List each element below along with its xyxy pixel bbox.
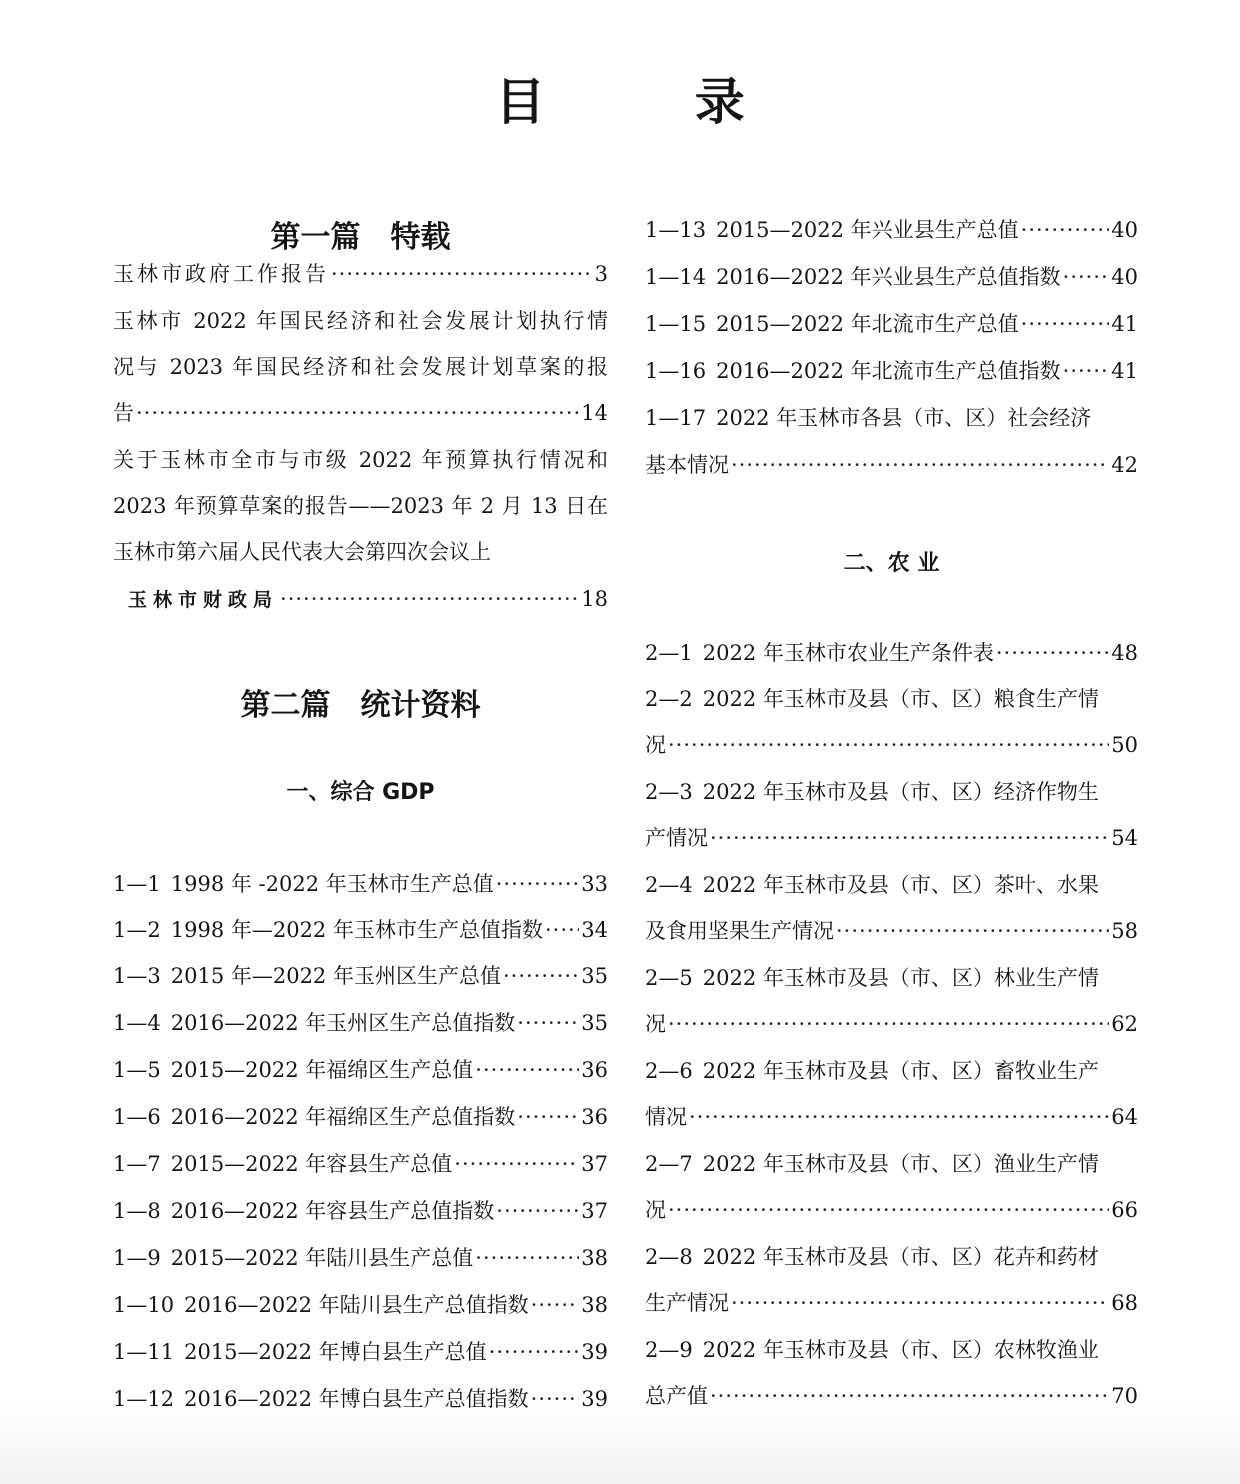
leader-dots	[731, 451, 1109, 479]
toc-entry-line[interactable]: 玉林市第六届人民代表大会第四次会议上	[113, 540, 491, 564]
toc-entry[interactable]: 1—11 2015—2022 年博白县生产总值 ····· 39	[113, 1338, 608, 1366]
leader-dots	[731, 1289, 1109, 1317]
toc-entry-line[interactable]: 关于玉林市全市与市级 2022 年预算执行情况和	[113, 448, 608, 472]
toc-entry[interactable]: 1—5 2015—2022 年福绵区生产总值 ····· 36	[113, 1056, 608, 1084]
leader-dots	[454, 1150, 579, 1178]
toc-entry-cont[interactable]: 情况 ····· 64	[645, 1103, 1138, 1131]
toc-entry[interactable]: 1—7 2015—2022 年容县生产总值 ····· 37	[113, 1150, 608, 1178]
toc-entry[interactable]: 2—4 2022 年玉林市及县（市、区）茶叶、水果	[645, 873, 1099, 897]
toc-entry[interactable]: 1—16 2016—2022 年北流市生产总值指数 ····· 41	[645, 357, 1138, 385]
toc-entry-cont[interactable]: 况 ····· 50	[645, 731, 1138, 759]
page-number: 36	[581, 1058, 608, 1082]
toc-entry-line[interactable]: 2023 年预算草案的报告——2023 年 2 月 13 日在	[113, 494, 608, 518]
toc-entry[interactable]: 1—3 2015 年—2022 年玉州区生产总值 ····· 35	[113, 962, 608, 990]
section-title-gdp: 一、综合 GDP	[286, 780, 435, 805]
toc-entry[interactable]: 1—2 1998 年—2022 年玉林市生产总值指数 ····· 34	[113, 916, 608, 944]
toc-entry[interactable]: 1—9 2015—2022 年陆川县生产总值 ····· 38	[113, 1244, 608, 1272]
toc-entry-line[interactable]: 玉林市 2022 年国民经济和社会发展计划执行情	[113, 309, 608, 333]
leader-dots	[710, 1382, 1109, 1410]
leader-dots	[280, 585, 579, 613]
page-number: 42	[1111, 453, 1138, 477]
page-number: 48	[1111, 641, 1138, 665]
leader-dots	[836, 917, 1109, 945]
page-number: 41	[1111, 359, 1138, 383]
leader-dots	[1063, 357, 1110, 385]
leader-dots	[545, 916, 579, 944]
leader-dots	[531, 1291, 580, 1319]
leader-dots	[496, 870, 580, 898]
toc-entry-cont[interactable]: 及食用坚果生产情况 ····· 58	[645, 917, 1138, 945]
page-number: 3	[594, 262, 608, 286]
page-number: 38	[581, 1246, 608, 1270]
toc-entry-line[interactable]: 况与 2023 年国民经济和社会发展计划草案的报	[113, 355, 608, 379]
leader-dots	[136, 399, 579, 427]
leader-dots	[475, 1056, 579, 1084]
page-number: 37	[581, 1199, 608, 1223]
page-title: 目 录	[495, 73, 811, 131]
page-number: 70	[1111, 1384, 1138, 1408]
page-number: 50	[1111, 733, 1138, 757]
toc-entry[interactable]: 2—9 2022 年玉林市及县（市、区）农林牧渔业	[645, 1338, 1099, 1362]
page-number: 68	[1111, 1291, 1138, 1315]
toc-entry[interactable]: 1—6 2016—2022 年福绵区生产总值指数 ····· 36	[113, 1103, 608, 1131]
toc-entry-cont[interactable]: 况 ····· 62	[645, 1010, 1138, 1038]
toc-entry-cont[interactable]: 生产情况 ····· 68	[645, 1289, 1138, 1317]
page-number: 66	[1111, 1198, 1138, 1222]
leader-dots	[503, 962, 579, 990]
toc-entry[interactable]: 1—13 2015—2022 年兴业县生产总值 ····· 40	[645, 216, 1138, 244]
leader-dots	[475, 1244, 579, 1272]
page-number: 58	[1111, 919, 1138, 943]
toc-entry[interactable]: 1—1 1998 年 -2022 年玉林市生产总值 ····· 33	[113, 870, 608, 898]
toc-entry[interactable]: 2—8 2022 年玉林市及县（市、区）花卉和药材	[645, 1245, 1099, 1269]
page-number: 38	[581, 1293, 608, 1317]
part1-title: 第一篇 特载	[270, 220, 451, 255]
leader-dots	[517, 1103, 579, 1131]
toc-entry[interactable]: 1—10 2016—2022 年陆川县生产总值指数 ····· 38	[113, 1291, 608, 1319]
page-number: 35	[581, 1011, 608, 1035]
page-number: 18	[581, 587, 608, 611]
leader-dots	[1021, 310, 1110, 338]
page-number: 40	[1111, 218, 1138, 242]
toc-entry[interactable]: 1—15 2015—2022 年北流市生产总值 ····· 41	[645, 310, 1138, 338]
toc-entry[interactable]: 告 ····· 14	[113, 399, 608, 427]
toc-entry[interactable]: 2—6 2022 年玉林市及县（市、区）畜牧业生产	[645, 1059, 1099, 1083]
page-number: 41	[1111, 312, 1138, 336]
section-title-agriculture: 二、农 业	[843, 551, 940, 576]
leader-dots	[1021, 216, 1110, 244]
toc-entry[interactable]: 2—2 2022 年玉林市及县（市、区）粮食生产情	[645, 687, 1099, 711]
toc-entry[interactable]: 1—12 2016—2022 年博白县生产总值指数 ····· 39	[113, 1385, 608, 1413]
leader-dots	[996, 639, 1109, 667]
toc-entry[interactable]: 2—7 2022 年玉林市及县（市、区）渔业生产情	[645, 1152, 1099, 1176]
leader-dots	[668, 731, 1109, 759]
part2-title: 第二篇 统计资料	[240, 688, 481, 723]
leader-dots	[1063, 263, 1110, 291]
toc-entry[interactable]: 2—3 2022 年玉林市及县（市、区）经济作物生	[645, 780, 1099, 804]
page-number: 39	[581, 1387, 608, 1411]
leader-dots	[689, 1103, 1109, 1131]
page-number: 54	[1111, 826, 1138, 850]
toc-entry[interactable]: 1—8 2016—2022 年容县生产总值指数 ····· 37	[113, 1197, 608, 1225]
leader-dots	[668, 1196, 1109, 1224]
toc-entry[interactable]: 1—17 2022 年玉林市各县（市、区）社会经济	[645, 406, 1092, 430]
page-number: 14	[581, 401, 608, 425]
toc-entry[interactable]: 玉林市财政局 ····· 18	[128, 585, 608, 613]
leader-dots	[531, 1385, 580, 1413]
page-number: 35	[581, 964, 608, 988]
toc-entry[interactable]: 玉林市政府工作报告 ····· 3	[113, 260, 608, 288]
toc-entry[interactable]: 1—14 2016—2022 年兴业县生产总值指数 ····· 40	[645, 263, 1138, 291]
leader-dots	[517, 1009, 579, 1037]
leader-dots	[489, 1338, 580, 1366]
toc-entry[interactable]: 2—1 2022 年玉林市农业生产条件表 ····· 48	[645, 639, 1138, 667]
page-number: 62	[1111, 1012, 1138, 1036]
page-number: 64	[1111, 1105, 1138, 1129]
leader-dots	[496, 1197, 579, 1225]
leader-dots	[710, 824, 1109, 852]
toc-entry-cont[interactable]: 况 ····· 66	[645, 1196, 1138, 1224]
toc-entry-cont[interactable]: 总产值 ····· 70	[645, 1382, 1138, 1410]
toc-entry[interactable]: 1—4 2016—2022 年玉州区生产总值指数 ····· 35	[113, 1009, 608, 1037]
toc-entry-cont[interactable]: 产情况 ····· 54	[645, 824, 1138, 852]
page-number: 36	[581, 1105, 608, 1129]
leader-dots	[331, 260, 593, 288]
leader-dots	[668, 1010, 1109, 1038]
toc-entry-cont[interactable]: 基本情况 ····· 42	[645, 451, 1138, 479]
page-number: 40	[1111, 265, 1138, 289]
page-number: 39	[581, 1340, 608, 1364]
page-number: 37	[581, 1152, 608, 1176]
page-number: 33	[581, 872, 608, 896]
page-number: 34	[581, 918, 608, 942]
toc-entry[interactable]: 2—5 2022 年玉林市及县（市、区）林业生产情	[645, 966, 1099, 990]
